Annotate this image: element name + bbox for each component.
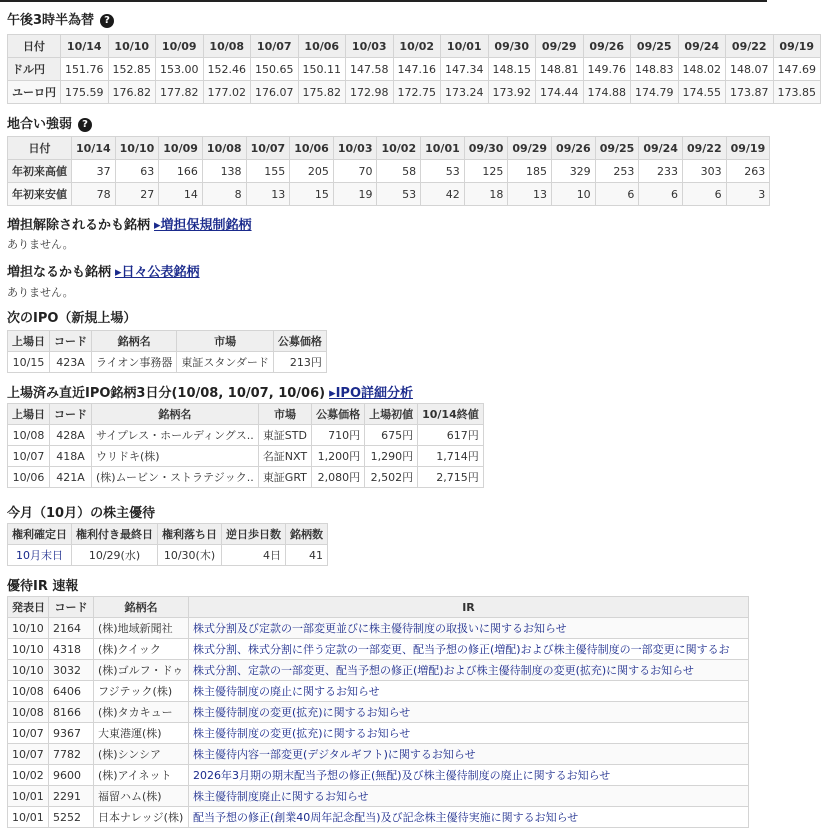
value-cell: 27 <box>115 183 159 206</box>
date-column-header: 10/02 <box>393 35 441 58</box>
date-column-header: 09/25 <box>631 35 679 58</box>
date-cell: 10/10 <box>8 618 49 639</box>
value-cell: 147.16 <box>393 58 441 81</box>
value-cell: 172.75 <box>393 81 441 104</box>
value-cell: 78 <box>72 183 116 206</box>
ir-link[interactable]: 株主優待内容一部変更(デジタルギフト)に関するお知らせ <box>189 744 749 765</box>
header-row <box>8 331 327 352</box>
value-cell: 14 <box>159 183 203 206</box>
code-cell: 2291 <box>49 786 94 807</box>
value-cell: 303 <box>682 160 726 183</box>
fx-title: 午後3時半為替 <box>7 13 95 28</box>
value-cell: 125 <box>464 160 508 183</box>
date-column-header: 10/09 <box>156 35 204 58</box>
date-cell: 10/10 <box>8 660 49 681</box>
date-column-header: 10/06 <box>298 35 346 58</box>
row-label: ドル円 <box>8 58 61 81</box>
value-cell: 53 <box>421 160 465 183</box>
date-column-header: 10/09 <box>159 137 203 160</box>
date-column-header: 10/03 <box>333 137 377 160</box>
value-cell: 329 <box>552 160 596 183</box>
date-column-header: 09/24 <box>678 35 726 58</box>
table-row <box>8 723 749 744</box>
company-cell: 福留ハム(株) <box>94 786 189 807</box>
value-cell: 37 <box>72 160 116 183</box>
value-cell: 8 <box>202 183 246 206</box>
value-cell: 153.00 <box>156 58 204 81</box>
value-cell: 148.83 <box>631 58 679 81</box>
date-column-header: 09/25 <box>595 137 639 160</box>
column-header: 逆日歩日数 <box>222 524 286 545</box>
date-cell: 10/07 <box>8 723 49 744</box>
code-cell: 9600 <box>49 765 94 786</box>
column-header: 市場 <box>258 404 311 425</box>
margin-release-none: ありません。 <box>7 238 74 251</box>
company-cell: (株)タカキュー <box>94 702 189 723</box>
date-column-header: 10/10 <box>115 137 159 160</box>
value-cell: 147.58 <box>346 58 394 81</box>
value-cell: 148.15 <box>488 58 536 81</box>
value-cell: 58 <box>377 160 421 183</box>
value-cell: 63 <box>115 160 159 183</box>
column-header: 公募価格 <box>273 331 326 352</box>
table-cell: 名証NXT <box>258 446 311 467</box>
value-cell: 174.79 <box>631 81 679 104</box>
ir-link[interactable]: 株主優待制度の廃止に関するお知らせ <box>189 681 749 702</box>
recent-ipo-label: 上場済み直近IPO銘柄3日分(10/08, 10/07, 10/06) <box>7 386 326 401</box>
table-row <box>8 425 484 446</box>
value-cell: 185 <box>508 160 552 183</box>
value-cell: 155 <box>246 160 290 183</box>
ir-link[interactable]: 株主優待制度の変更(拡充)に関するお知らせ <box>189 723 749 744</box>
date-column-header: 10/08 <box>202 137 246 160</box>
value-cell: 150.11 <box>298 58 346 81</box>
company-cell: 日本ナレッジ(株) <box>94 807 189 828</box>
column-header: 10/14終値 <box>418 404 484 425</box>
date-column-header: 10/02 <box>377 137 421 160</box>
date-column-header: 10/01 <box>441 35 489 58</box>
table-cell: 2,080円 <box>312 467 365 488</box>
date-column-header: 10/03 <box>346 35 394 58</box>
table-cell: 418A <box>50 446 92 467</box>
top-border <box>0 0 767 2</box>
value-cell: 18 <box>464 183 508 206</box>
header-row <box>8 404 484 425</box>
table-cell: 213円 <box>273 352 326 373</box>
yutai-title: 今月（10月）の株主優待 <box>7 506 156 521</box>
date-column-header: 09/29 <box>508 137 552 160</box>
row-label: 年初来安値 <box>8 183 72 206</box>
table-cell: サイプレス・ホールディングス.. <box>92 425 259 446</box>
table-cell: 617円 <box>418 425 484 446</box>
table-row <box>8 183 770 206</box>
table-cell: ウリドキ(株) <box>92 446 259 467</box>
date-column-header: 09/19 <box>773 35 821 58</box>
value-cell: 152.46 <box>203 58 251 81</box>
table-cell: 675円 <box>365 425 418 446</box>
table-row <box>8 765 749 786</box>
column-header: 銘柄名 <box>92 404 259 425</box>
value-cell: 147.34 <box>441 58 489 81</box>
daily-published-link[interactable]: ▸日々公表銘柄 <box>115 265 200 280</box>
value-cell: 173.85 <box>773 81 821 104</box>
value-cell: 175.82 <box>298 81 346 104</box>
company-cell: (株)アイネット <box>94 765 189 786</box>
margin-add-title <box>7 261 200 280</box>
table-cell: 東証STD <box>258 425 311 446</box>
strength-table <box>7 136 770 206</box>
table-cell: 1,290円 <box>365 446 418 467</box>
header-row <box>8 524 328 545</box>
value-cell: 148.07 <box>726 58 774 81</box>
fx-table <box>7 34 821 104</box>
date-column-header: 10/08 <box>203 35 251 58</box>
question-circle-icon[interactable]: ? <box>100 14 114 28</box>
ipo-analysis-link[interactable]: ▸IPO詳細分析 <box>329 386 414 401</box>
value-cell: 172.98 <box>346 81 394 104</box>
table-row <box>8 446 484 467</box>
value-cell: 138 <box>202 160 246 183</box>
date-column-header: 10/14 <box>61 35 109 58</box>
yutai-ir-title: 優待IR 速報 <box>7 579 79 594</box>
column-header: 上場日 <box>8 331 50 352</box>
date-column-header: 09/22 <box>726 35 774 58</box>
date-column-header: 10/10 <box>108 35 156 58</box>
value-cell: 19 <box>333 183 377 206</box>
value-cell: 42 <box>421 183 465 206</box>
next-ipo-title: 次のIPO（新規上場） <box>7 311 137 326</box>
column-header: コード <box>50 331 92 352</box>
value-cell: 6 <box>639 183 683 206</box>
table-row <box>8 639 749 660</box>
value-cell: 10 <box>552 183 596 206</box>
code-cell: 5252 <box>49 807 94 828</box>
question-circle-icon[interactable]: ? <box>78 118 92 132</box>
ir-link[interactable]: 配当予想の修正(創業40周年記念配当)及び記念株主優待実施に関するお知らせ <box>189 807 749 828</box>
header-row <box>8 597 749 618</box>
table-cell: 10/15 <box>8 352 50 373</box>
value-cell: 174.44 <box>536 81 584 104</box>
value-cell: 173.92 <box>488 81 536 104</box>
yutai-table <box>7 523 328 566</box>
value-cell: 147.69 <box>773 58 821 81</box>
column-header: 権利付き最終日 <box>72 524 158 545</box>
table-cell: 東証スタンダード <box>177 352 274 373</box>
header-row <box>8 137 770 160</box>
company-cell: (株)地域新聞社 <box>94 618 189 639</box>
strength-section-title <box>7 113 92 132</box>
date-column-header: 09/29 <box>536 35 584 58</box>
date-cell: 10/07 <box>8 744 49 765</box>
date-column-header: 10/06 <box>290 137 334 160</box>
date-cell: 10/01 <box>8 807 49 828</box>
table-cell: 710円 <box>312 425 365 446</box>
table-row <box>8 467 484 488</box>
table-row <box>8 545 328 566</box>
company-cell: 大東港運(株) <box>94 723 189 744</box>
column-header: IR <box>189 597 749 618</box>
value-cell: 205 <box>290 160 334 183</box>
date-column-header: 10/07 <box>251 35 299 58</box>
value-cell: 148.81 <box>536 58 584 81</box>
table-row <box>8 81 821 104</box>
value-cell: 253 <box>595 160 639 183</box>
code-cell: 2164 <box>49 618 94 639</box>
table-row <box>8 660 749 681</box>
value-cell: 176.07 <box>251 81 299 104</box>
column-header: 銘柄名 <box>94 597 189 618</box>
date-header: 日付 <box>8 137 72 160</box>
next-ipo-table <box>7 330 327 373</box>
column-header: 権利確定日 <box>8 524 72 545</box>
code-cell: 6406 <box>49 681 94 702</box>
recent-ipo-title <box>7 382 413 401</box>
value-cell: 176.82 <box>108 81 156 104</box>
date-column-header: 09/30 <box>488 35 536 58</box>
company-cell: フジテック(株) <box>94 681 189 702</box>
table-cell: 4日 <box>222 545 286 566</box>
ir-link[interactable]: 株式分割、定款の一部変更、配当予想の修正(増配)および株主優待制度の変更(拡充)に関するお知らせ <box>189 660 749 681</box>
table-row <box>8 702 749 723</box>
value-cell: 148.02 <box>678 58 726 81</box>
row-label: 年初来高値 <box>8 160 72 183</box>
date-cell: 10/02 <box>8 765 49 786</box>
code-cell: 4318 <box>49 639 94 660</box>
column-header: 上場初値 <box>365 404 418 425</box>
value-cell: 151.76 <box>61 58 109 81</box>
company-cell: (株)ゴルフ・ドゥ <box>94 660 189 681</box>
value-cell: 150.65 <box>251 58 299 81</box>
table-cell: 1,200円 <box>312 446 365 467</box>
fx-section-title <box>7 9 114 28</box>
table-row <box>8 744 749 765</box>
table-row <box>8 786 749 807</box>
value-cell: 70 <box>333 160 377 183</box>
margin-regulation-link[interactable]: ▸増担保規制銘柄 <box>154 218 252 233</box>
table-cell: 10/30(木) <box>158 545 222 566</box>
value-cell: 174.55 <box>678 81 726 104</box>
code-cell: 3032 <box>49 660 94 681</box>
value-cell: 13 <box>508 183 552 206</box>
date-cell: 10/08 <box>8 702 49 723</box>
date-cell: 10/08 <box>8 681 49 702</box>
column-header: コード <box>49 597 94 618</box>
table-row <box>8 618 749 639</box>
margin-add-label: 増担なるかも銘柄 <box>7 265 112 280</box>
code-cell: 7782 <box>49 744 94 765</box>
table-row <box>8 352 327 373</box>
date-cell: 10/10 <box>8 639 49 660</box>
date-header: 日付 <box>8 35 61 58</box>
ir-link[interactable]: 2026年3月期の期末配当予想の修正(無配)及び株主優待制度の廃止に関するお知らせ <box>189 765 749 786</box>
value-cell: 173.24 <box>441 81 489 104</box>
table-cell: ライオン事務器 <box>92 352 177 373</box>
value-cell: 152.85 <box>108 58 156 81</box>
value-cell: 174.88 <box>583 81 631 104</box>
code-cell: 8166 <box>49 702 94 723</box>
value-cell: 175.59 <box>61 81 109 104</box>
ir-link[interactable]: 株主優待制度の変更(拡充)に関するお知らせ <box>189 702 749 723</box>
table-cell: 423A <box>50 352 92 373</box>
table-cell: 1,714円 <box>418 446 484 467</box>
ir-link[interactable]: 株式分割及び定款の一部変更並びに株主優待制度の取扱いに関するお知らせ <box>189 618 749 639</box>
table-cell: 10/06 <box>8 467 50 488</box>
table-cell: 東証GRT <box>258 467 311 488</box>
table-cell: 41 <box>286 545 328 566</box>
column-header: コード <box>50 404 92 425</box>
date-cell: 10/01 <box>8 786 49 807</box>
yutai-ir-table <box>7 596 749 828</box>
table-row <box>8 807 749 828</box>
value-cell: 166 <box>159 160 203 183</box>
column-header: 銘柄数 <box>286 524 328 545</box>
column-header: 公募価格 <box>312 404 365 425</box>
value-cell: 233 <box>639 160 683 183</box>
date-column-header: 10/14 <box>72 137 116 160</box>
table-cell: 10/07 <box>8 446 50 467</box>
date-column-header: 09/26 <box>552 137 596 160</box>
table-cell: 2,715円 <box>418 467 484 488</box>
margin-release-title <box>7 214 252 233</box>
value-cell: 6 <box>595 183 639 206</box>
table-cell: (株)ムービン・ストラテジック.. <box>92 467 259 488</box>
value-cell: 177.82 <box>156 81 204 104</box>
value-cell: 263 <box>726 160 770 183</box>
value-cell: 177.02 <box>203 81 251 104</box>
row-label: ユーロ円 <box>8 81 61 104</box>
value-cell: 13 <box>246 183 290 206</box>
value-cell: 15 <box>290 183 334 206</box>
date-column-header: 09/26 <box>583 35 631 58</box>
table-cell: 10/08 <box>8 425 50 446</box>
table-row <box>8 160 770 183</box>
column-header: 権利落ち日 <box>158 524 222 545</box>
header-row <box>8 35 821 58</box>
ir-link[interactable]: 株主優待制度廃止に関するお知らせ <box>189 786 749 807</box>
table-cell: 421A <box>50 467 92 488</box>
code-cell: 9367 <box>49 723 94 744</box>
date-column-header: 10/01 <box>421 137 465 160</box>
table-row <box>8 681 749 702</box>
cell-link[interactable]: 10月末日 <box>8 545 72 566</box>
value-cell: 3 <box>726 183 770 206</box>
ir-link[interactable]: 株式分割、株式分割に伴う定款の一部変更、配当予想の修正(増配)および株主優待制度の一部変更に関するお <box>189 639 749 660</box>
table-cell: 428A <box>50 425 92 446</box>
strength-title: 地合い強弱 <box>7 117 73 132</box>
date-column-header: 10/07 <box>246 137 290 160</box>
table-cell: 10/29(水) <box>72 545 158 566</box>
date-column-header: 09/24 <box>639 137 683 160</box>
column-header: 発表日 <box>8 597 49 618</box>
table-row <box>8 58 821 81</box>
table-cell: 2,502円 <box>365 467 418 488</box>
column-header: 市場 <box>177 331 274 352</box>
date-column-header: 09/30 <box>464 137 508 160</box>
margin-release-label: 増担解除されるかも銘柄 <box>7 218 151 233</box>
value-cell: 53 <box>377 183 421 206</box>
recent-ipo-table <box>7 403 484 488</box>
margin-add-none: ありません。 <box>7 286 74 299</box>
company-cell: (株)クイック <box>94 639 189 660</box>
value-cell: 173.87 <box>726 81 774 104</box>
value-cell: 149.76 <box>583 58 631 81</box>
date-column-header: 09/22 <box>682 137 726 160</box>
column-header: 上場日 <box>8 404 50 425</box>
company-cell: (株)シンシア <box>94 744 189 765</box>
date-column-header: 09/19 <box>726 137 770 160</box>
column-header: 銘柄名 <box>92 331 177 352</box>
value-cell: 6 <box>682 183 726 206</box>
